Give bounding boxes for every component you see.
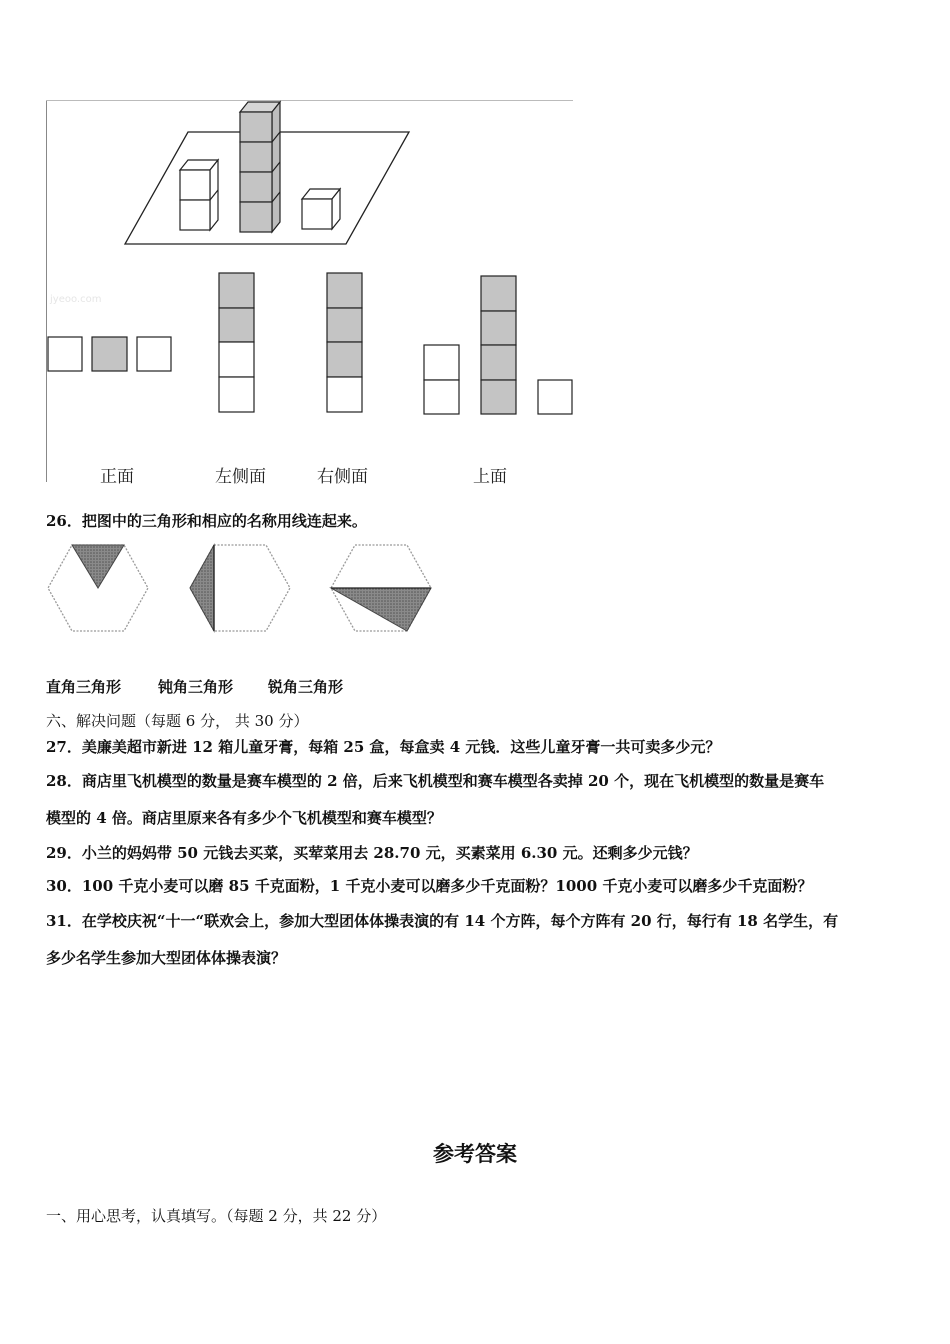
triangle-3 [331,588,431,631]
question-31-line-2: 多少名学生参加大型团体体操表演？ [46,949,287,967]
question-29: 29．小兰的妈妈带 50 元钱去买菜，买荤菜用去 28.70 元，买素菜用 6.30 元。还剩多少元钱？ [46,844,698,862]
left-cube-stack [180,160,218,230]
question-31-line-1: 31．在学校庆祝“十一“联欢会上，参加大型团体体操表演的有 14 个方阵，每个方阵有 20 行，每行有 18 名学生，有 [46,912,839,930]
left-view-label: 左侧面 [215,467,266,487]
section-6-heading: 六、解决问题（每题 6 分， 共 30 分） [46,712,309,730]
right-view-label: 右侧面 [317,467,368,487]
section-1-heading: 一、用心思考，认真填写。（每题 2 分，共 22 分） [46,1207,387,1225]
cube-views-figure [0,0,950,500]
question-30: 30．100 千克小麦可以磨 85 千克面粉，1 千克小麦可以磨多少千克面粉？1000 千克小麦可以磨多少千克面粉？ [46,877,813,895]
left-view-squares [219,273,254,412]
question-26: 26．把图中的三角形和相应的名称用线连起来。 [46,512,367,530]
label-obtuse-triangle: 钝角三角形 [158,678,234,696]
hexagon-2 [190,545,290,631]
top-view-label: 上面 [473,467,507,487]
hexagon-3 [331,545,431,631]
label-acute-triangle: 锐角三角形 [268,678,344,696]
question-28-line-1: 28．商店里飞机模型的数量是赛车模型的 2 倍，后来飞机模型和赛车模型各卖掉 20 个，现在飞机模型的数量是赛车 [46,772,825,790]
label-right-triangle: 直角三角形 [46,678,122,696]
front-view-label: 正面 [100,467,134,487]
question-28-line-2: 模型的 4 倍。商店里原来各有多少个飞机模型和赛车模型？ [46,809,442,827]
watermark: jyeoo.com [50,294,102,305]
front-view-squares [48,337,171,371]
right-view-squares [327,273,362,412]
top-view-squares [424,276,572,414]
question-27: 27．美廉美超市新进 12 箱儿童牙膏，每箱 25 盒，每盒卖 4 元钱．这些儿童牙膏一共可卖多少元？ [46,738,721,756]
right-cube [302,189,340,229]
hexagon-1 [48,545,148,631]
middle-cube-stack [240,102,280,232]
triangle-1 [72,545,124,588]
answer-title: 参考答案 [433,1141,517,1166]
triangle-2 [190,545,214,631]
